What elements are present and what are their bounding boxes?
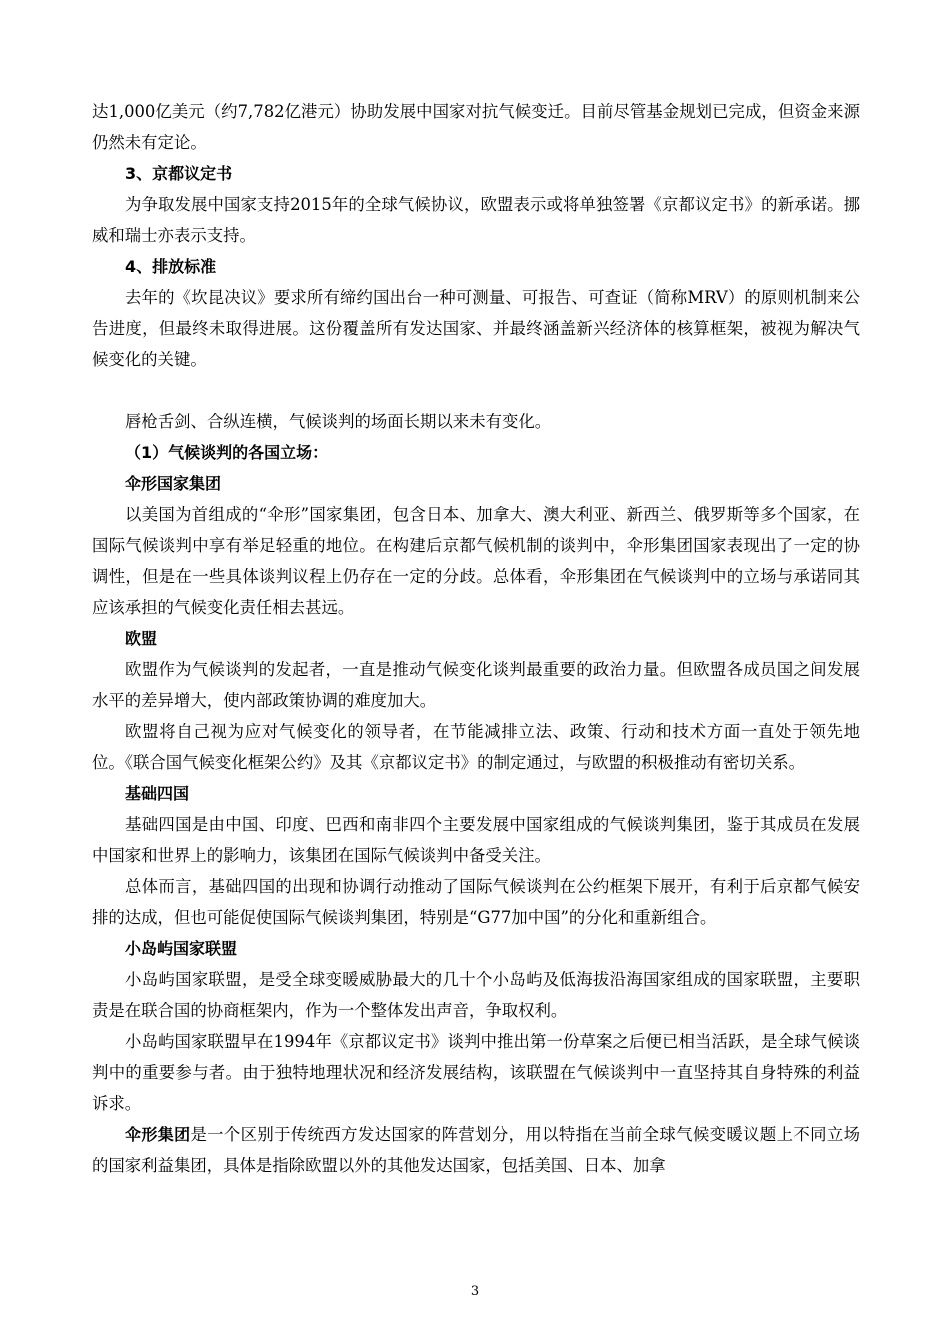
heading-emission-standards: 4、排放标准 xyxy=(125,257,217,276)
paragraph-basic-four-2: 总体而言，基础四国的出现和协调行动推动了国际气候谈判在公约框架下展开，有利于后京都气候安排的达成，但也可能促使国际气候谈判集团，特别是“G77加中国”的分化和重新组合。 xyxy=(92,877,860,927)
umbrella-definition-lead: 伞形集团 xyxy=(125,1125,191,1144)
paragraph-fund-continuation: 达1,000亿美元（约7,782亿港元）协助发展中国家对抗气候变迁。目前尽管基金规划已完成，但资金来源仍然未有定论。 xyxy=(92,102,860,152)
paragraph-umbrella-definition xyxy=(92,1119,860,1181)
paragraph-aosis-2: 小岛屿国家联盟早在1994年《京都议定书》谈判中推出第一份草案之后便已相当活跃，是全球气候谈判中的重要参与者。由于独特地理状况和经济发展结构，该联盟在气候谈判中一直坚持其自身特殊的利益诉求。 xyxy=(92,1032,860,1113)
heading-kyoto-protocol: 3、京都议定书 xyxy=(125,164,233,183)
paragraph-emission-standards: 去年的《坎昆决议》要求所有缔约国出台一种可测量、可报告、可查证（简称MRV）的原则机制来公告进度，但最终未取得进展。这份覆盖所有发达国家、并最终涵盖新兴经济体的核算框架，被视为解决气候变化的关键。 xyxy=(92,288,860,369)
paragraph-kyoto-protocol: 为争取发展中国家支持2015年的全球气候协议，欧盟表示或将单独签署《京都议定书》的新承诺。挪威和瑞士亦表示支持。 xyxy=(92,195,860,245)
umbrella-definition-text: 是一个区别于传统西方发达国家的阵营划分，用以特指在当前全球气候变暖议题上不同立场的国家利益集团，具体是指除欧盟以外的其他发达国家，包括美国、日本、加拿 xyxy=(92,1125,860,1175)
paragraph-eu-2: 欧盟将自己视为应对气候变化的领导者，在节能减排立法、政策、行动和技术方面一直处于领先地位。《联合国气候变化框架公约》及其《京都议定书》的制定通过，与欧盟的积极推动有密切关系。 xyxy=(92,722,860,772)
heading-basic-four: 基础四国 xyxy=(125,784,190,803)
heading-aosis: 小岛屿国家联盟 xyxy=(125,939,238,958)
page-number: 3 xyxy=(470,1284,480,1299)
heading-eu: 欧盟 xyxy=(125,629,158,648)
paragraph-umbrella-group: 以美国为首组成的“伞形”国家集团，包含日本、加拿大、澳大利亚、新西兰、俄罗斯等多个国家，在国际气候谈判中享有举足轻重的地位。在构建后京都气候机制的谈判中，伞形集团国家表现出了一定的协调性，但是在一些具体谈判议程上仍存在一定的分歧。总体看，伞形集团在气候谈判中的立场与承诺同其应该承担的气候变化责任相去甚远。 xyxy=(92,505,860,617)
paragraph-aosis-1: 小岛屿国家联盟，是受全球变暖威胁最大的几十个小岛屿及低海拔沿海国家组成的国家联盟，主要职责是在联合国的协商框架内，作为一个整体发出声音，争取权利。 xyxy=(92,970,860,1020)
document-body xyxy=(92,96,860,1181)
heading-umbrella-group: 伞形国家集团 xyxy=(125,474,222,493)
heading-country-positions: （1）气候谈判的各国立场： xyxy=(125,443,329,462)
paragraph-intro: 唇枪舌剑、合纵连横，气候谈判的场面长期以来未有变化。 xyxy=(125,412,552,431)
paragraph-eu-1: 欧盟作为气候谈判的发起者，一直是推动气候变化谈判最重要的政治力量。但欧盟各成员国之间发展水平的差异增大，使内部政策协调的难度加大。 xyxy=(92,660,860,710)
paragraph-basic-four-1: 基础四国是由中国、印度、巴西和南非四个主要发展中国家组成的气候谈判集团，鉴于其成员在发展中国家和世界上的影响力，该集团在国际气候谈判中备受关注。 xyxy=(92,815,860,865)
blank-line xyxy=(92,375,860,406)
